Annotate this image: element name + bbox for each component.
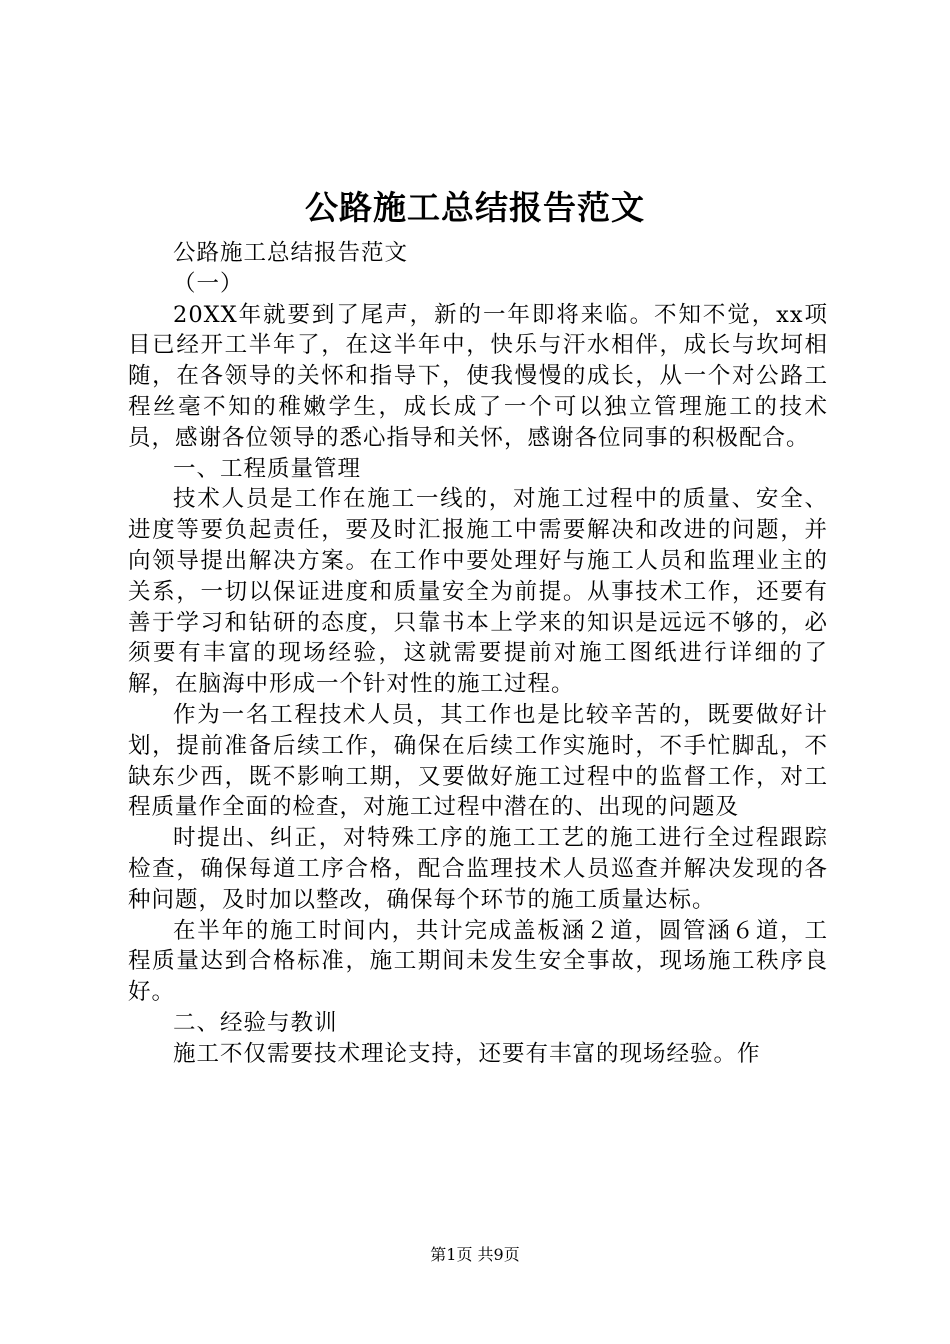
paragraph-experience: 施工不仅需要技术理论支持，还要有丰富的现场经验。作 [173,1040,761,1067]
paragraph-results: 在半年的施工时间内，共计完成盖板涵２道，圆管涵６道，工程质量达到合格标准，施工期间未发生安全事故，现场施工秩序良好。 [128,917,828,1006]
document-title: 公路施工总结报告范文 [305,188,645,227]
paragraph-engineer-work: 作为一名工程技术人员，其工作也是比较辛苦的，既要做好计划，提前准备后续工作，确保在后续工作实施时，不手忙脚乱，不缺东少西，既不影响工期，又要做好施工过程中的监督工作，对工程质量作全面的检查，对施工过程中潜在的、出现的问题及 [128,701,828,821]
document-body [128,238,828,1070]
heading-quality-management: 一、工程质量管理 [173,455,362,482]
paragraph-intro: 20XX年就要到了尾声，新的一年即将来临。不知不觉，xx项目已经开工半年了，在这半年中，快乐与汗水相伴，成长与坎坷相随，在各领导的关怀和指导下，使我慢慢的成长，从一个对公路工程丝毫不知的稚嫩学生，成长成了一个可以独立管理施工的技术员，感谢各位领导的悉心指导和关怀，感谢各位同事的积极配合。 [128,301,828,451]
paragraph-inspection: 时提出、纠正，对特殊工序的施工工艺的施工进行全过程跟踪检查，确保每道工序合格，配合监理技术人员巡查并解决发现的各种问题，及时加以整改，确保每个环节的施工质量达标。 [128,825,828,913]
heading-experience-lessons: 二、经验与教训 [173,1009,338,1036]
page-footer: 第1页 共9页 [430,1245,520,1264]
paragraph-technical-staff: 技术人员是工作在施工一线的，对施工过程中的质量、安全、进度等要负起责任，要及时汇报施工中需要解决和改进的问题，并向领导提出解决方案。在工作中要处理好与施工人员和监理业主的关系，一切以保证进度和质量安全为前提。从事技术工作，还要有善于学习和钻研的态度，只靠书本上学来的知识是远远不够的，必须要有丰富的现场经验，这就需要提前对施工图纸进行详细的了解，在脑海中形成一个针对性的施工过程。 [128,486,828,698]
paragraph-subtitle: 公路施工总结报告范文 [173,240,409,266]
paragraph-section-number: （一） [173,270,244,297]
